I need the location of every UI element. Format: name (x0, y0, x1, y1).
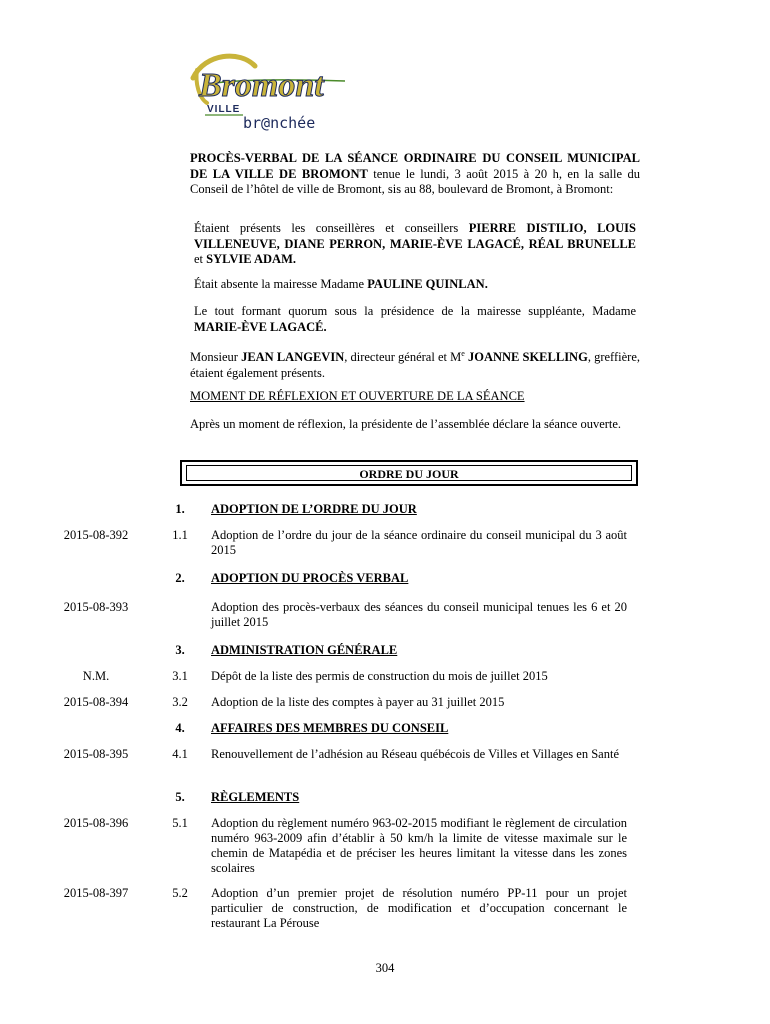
intro-paragraph (190, 151, 640, 198)
resolution-number: 2015-08-395 (63, 747, 129, 761)
resolution-number: 2015-08-396 (63, 816, 129, 830)
item-number: 3.1 (172, 669, 188, 683)
quorum-paragraph (194, 304, 636, 335)
section-1-number: 1. (175, 502, 185, 516)
monsieur-n2: JOANNE SKELLING (467, 350, 588, 365)
section-2-title: ADOPTION DU PROCÈS VERBAL (211, 571, 409, 585)
presents-names: PIERRE DISTILIO, LOUIS VILLENEUVE, DIANE PERRON, MARIE-ÈVE LAGACÉ, RÉAL BRUNELLE (194, 221, 636, 251)
presents-text: Étaient présents les conseillères et conseillers (194, 221, 469, 235)
section-2-number: 2. (175, 571, 185, 585)
section-4-title: AFFAIRES DES MEMBRES DU CONSEIL (211, 721, 449, 735)
resolution-number: 2015-08-393 (63, 600, 129, 614)
monsieur-n1: JEAN LANGEVIN (241, 350, 345, 365)
item-text: Adoption d’un premier projet de résolution numéro PP-11 pour un projet particulier de construction, de modification et d’occupation concernant le restaurant La Pérouse (211, 886, 627, 930)
presents-last: SYLVIE ADAM. (206, 252, 296, 266)
item-text: Adoption de la liste des comptes à payer au 31 juillet 2015 (211, 695, 505, 709)
section-5-title: RÈGLEMENTS (211, 790, 300, 804)
moment-text: Après un moment de réflexion, la présidente de l’assemblée déclare la séance ouverte. (190, 417, 622, 431)
absente-text: Était absente la mairesse Madame (194, 277, 368, 291)
monsieur-t2: , directeur général et M (344, 350, 462, 365)
logo-graphic (185, 48, 355, 138)
absente-name: PAULINE QUINLAN. (367, 277, 488, 291)
item-number: 3.2 (172, 695, 188, 709)
quorum-text: Le tout formant quorum sous la présidence de la mairesse suppléante, Madame (194, 304, 636, 318)
logo-ville: VILLE (207, 104, 241, 115)
page-number: 304 (375, 961, 395, 975)
item-text: Adoption de l’ordre du jour de la séance ordinaire du conseil municipal du 3 août 2015 (211, 528, 627, 557)
resolution-number: 2015-08-394 (63, 695, 129, 709)
resolution-number: 2015-08-392 (63, 528, 129, 542)
item-text: Adoption des procès-verbaux des séances du conseil municipal tenues les 6 et 20 juillet 2015 (211, 600, 627, 629)
logo-wordmark: Bromont (199, 67, 324, 104)
intro-rest: tenue le lundi, 3 août 2015 à 20 h, en la salle du Conseil de l’hôtel de ville de Bromont, sis au 88, boulevard de Bromont, à Bromont: (190, 166, 640, 196)
moment-heading: MOMENT DE RÉFLEXION ET OUVERTURE DE LA SÉANCE (190, 389, 525, 403)
monsieur-sup: e (461, 349, 465, 358)
monsieur-t1: Monsieur (190, 350, 242, 365)
section-3-number: 3. (175, 643, 185, 657)
item-number: 4.1 (172, 747, 188, 761)
monsieur-t3: , greffière, étaient également présents. (190, 350, 640, 380)
item-number: 5.1 (172, 816, 188, 830)
presents-paragraph (194, 221, 636, 268)
bromont-logo (185, 48, 355, 138)
presents-et: et (194, 252, 207, 266)
section-4-number: 4. (175, 721, 185, 735)
ordre-du-jour-box (180, 460, 638, 486)
section-5-number: 5. (175, 790, 185, 804)
item-text: Dépôt de la liste des permis de construction du mois de juillet 2015 (211, 669, 548, 683)
ordre-du-jour-title: ORDRE DU JOUR (186, 465, 632, 481)
resolution-number: N.M. (82, 669, 110, 683)
item-number: 1.1 (172, 528, 188, 542)
quorum-name: MARIE-ÈVE LAGACÉ. (194, 319, 327, 334)
intro-title: PROCÈS-VERBAL DE LA SÉANCE ORDINAIRE DU CONSEIL MUNICIPAL DE LA VILLE DE BROMONT (190, 151, 640, 181)
section-1-title: ADOPTION DE L’ORDRE DU JOUR (211, 502, 417, 516)
monsieur-paragraph (190, 346, 640, 381)
absente-paragraph (194, 277, 644, 293)
section-3-title: ADMINISTRATION GÉNÉRALE (211, 643, 398, 657)
item-text: Renouvellement de l’adhésion au Réseau québécois de Villes et Villages en Santé (211, 747, 619, 761)
item-number: 5.2 (172, 886, 188, 900)
logo-tagline: br@nchée (243, 114, 316, 132)
item-text: Adoption du règlement numéro 963-02-2015 modifiant le règlement de circulation numéro 963-2009 afin d’établir à 50 km/h la limite de vitesse maximale sur le chemin de Matapédia et de préciser les heures limitant la vitesse dans les zones scolaires (211, 816, 627, 875)
resolution-number: 2015-08-397 (63, 886, 129, 900)
